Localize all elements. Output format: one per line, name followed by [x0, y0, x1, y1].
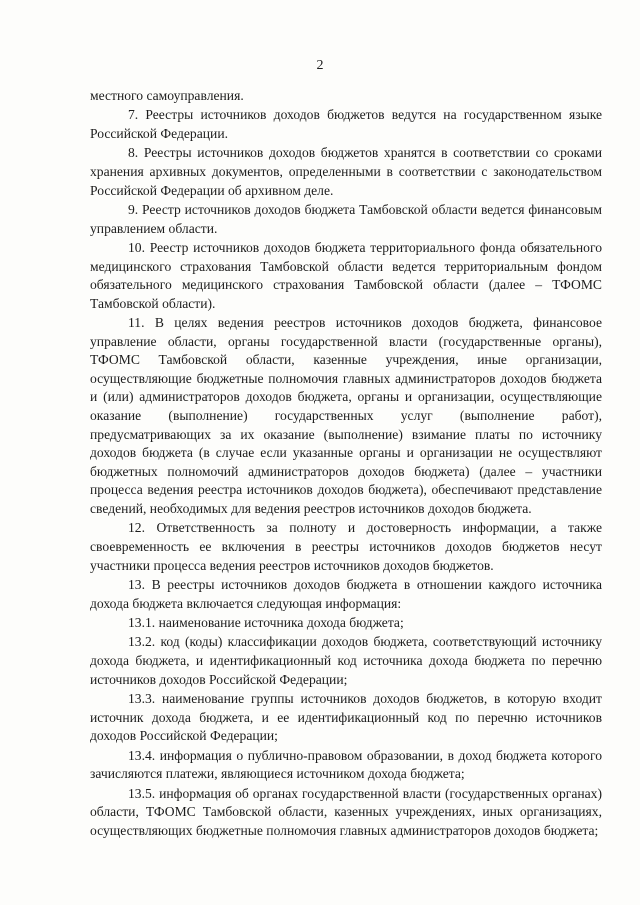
paragraph: 10. Реестр источников доходов бюджета территориального фонда обязательного медицинского страхования Тамбовской области ведется территориальным фондом обязательного медицинского страхования Тамбовской области (далее – ТФОМС Тамбовской области). — [90, 239, 602, 311]
page-number: 2 — [316, 58, 324, 73]
paragraph: 12. Ответственность за полноту и достоверность информации, а также своевременность ее включения в реестры источников доходов бюджетов несут участники процесса ведения реестров источников доходов бюджетов. — [90, 520, 602, 573]
paragraph: местного самоуправления. — [90, 88, 244, 103]
paragraph: 13.2. код (коды) классификации доходов бюджета, соответствующий источнику дохода бюджета, и идентификационный код источника дохода бюджета по перечню источников доходов Российской Федерации; — [90, 634, 602, 687]
paragraph: 13.5. информация об органах государственной власти (государственных органах) области, ТФОМС Тамбовской области, казенных учреждениях, иных организациях, осуществляющих бюджетные полномочия главных администраторов доходов бюджета; — [90, 785, 602, 838]
paragraph: 13.4. информация о публично-правовом образовании, в доход бюджета которого зачисляются платежи, являющиеся источником дохода бюджета; — [90, 747, 602, 782]
paragraph: 13.3. наименование группы источников доходов бюджетов, в которую входит источник дохода бюджета, и ее идентификационный код по перечню источников доходов Российской Федерации; — [90, 690, 602, 744]
paragraph: 13.1. наименование источника дохода бюджета; — [128, 615, 404, 630]
paragraph: 13. В реестры источников доходов бюджета в отношении каждого источника дохода бюджета включается следующая информация: — [90, 577, 602, 611]
paragraph: 8. Реестры источников доходов бюджетов хранятся в соответствии со сроками хранения архивных документов, определенными в соответствии с законодательством Российской Федерации об архивном деле. — [90, 145, 602, 198]
paragraph: 9. Реестр источников доходов бюджета Тамбовской области ведется финансовым управлением области. — [90, 201, 602, 236]
paragraph: 11. В целях ведения реестров источников доходов бюджета, финансовое управление области, органы государственной власти (государственные органы), ТФОМС Тамбовской области, казенные учреждения, иные организации, осуществляющие бюджетные полномочия главных администраторов доходов бюджета и (или) администраторов доходов бюджета, органы и организации, осуществляющие оказание (выполнение) государственных услуг (выполнение работ), предусматривающих за их оказание (выполнение) взимание платы по источнику доходов бюджета (в случае если указанные органы и организации не осуществляют бюджетных полномочий администраторов доходов бюджета) (далее – участники процесса ведения реестра источников доходов бюджета), обеспечивают представление сведений, необходимых для ведения реестров источников доходов бюджета. — [90, 315, 602, 517]
paragraph: 7. Реестры источников доходов бюджетов ведутся на государственном языке Российской Федерации. — [90, 107, 602, 141]
document-body — [90, 87, 602, 841]
